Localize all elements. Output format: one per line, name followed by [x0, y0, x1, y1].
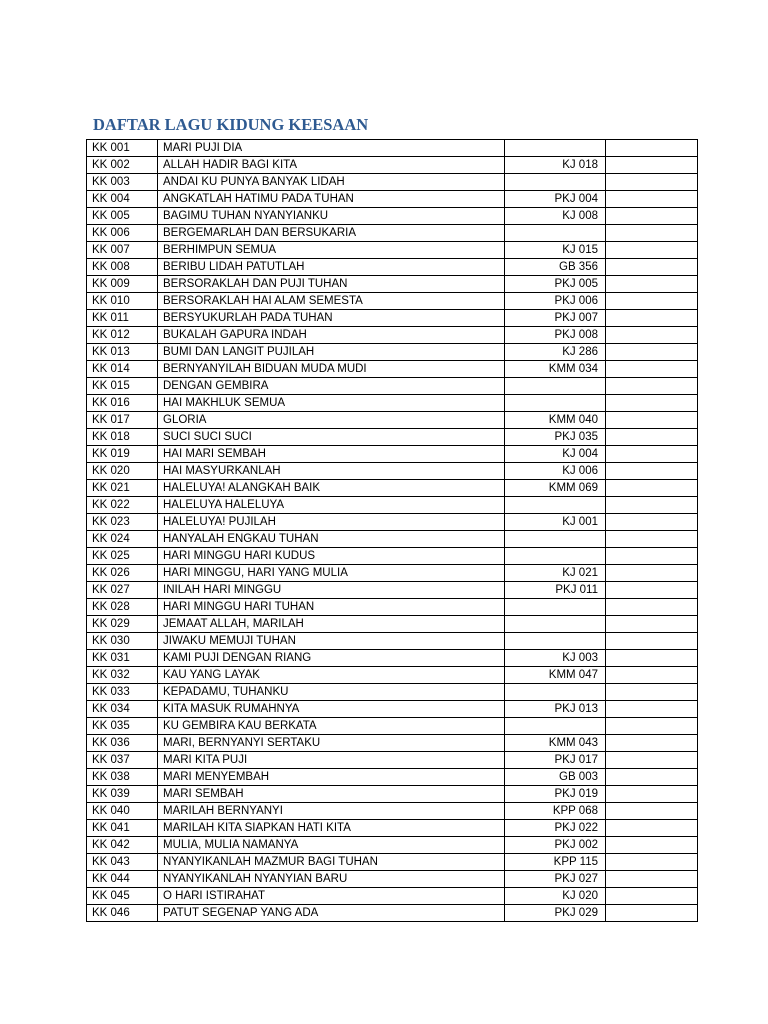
song-code-cell: KK 004: [87, 191, 158, 208]
song-code-cell: KK 045: [87, 888, 158, 905]
empty-cell: [606, 531, 698, 548]
song-code-cell: KK 033: [87, 684, 158, 701]
song-title-cell: MARILAH KITA SIAPKAN HATI KITA: [158, 820, 505, 837]
song-code-cell: KK 036: [87, 735, 158, 752]
song-title-cell: BERSORAKLAH DAN PUJI TUHAN: [158, 276, 505, 293]
song-title-cell: ANDAI KU PUNYA BANYAK LIDAH: [158, 174, 505, 191]
empty-cell: [606, 752, 698, 769]
song-title-cell: MARI, BERNYANYI SERTAKU: [158, 735, 505, 752]
song-reference-cell: PKJ 022: [505, 820, 606, 837]
song-title-cell: O HARI ISTIRAHAT: [158, 888, 505, 905]
table-row: [87, 548, 698, 565]
song-code-cell: KK 035: [87, 718, 158, 735]
empty-cell: [606, 803, 698, 820]
song-reference-cell: [505, 140, 606, 157]
song-reference-cell: KMM 047: [505, 667, 606, 684]
song-reference-cell: PKJ 011: [505, 582, 606, 599]
table-row: [87, 633, 698, 650]
song-title-cell: BERGEMARLAH DAN BERSUKARIA: [158, 225, 505, 242]
song-reference-cell: [505, 599, 606, 616]
table-row: [87, 888, 698, 905]
table-row: [87, 429, 698, 446]
song-reference-cell: PKJ 004: [505, 191, 606, 208]
song-title-cell: GLORIA: [158, 412, 505, 429]
song-reference-cell: KPP 068: [505, 803, 606, 820]
song-code-cell: KK 011: [87, 310, 158, 327]
song-code-cell: KK 014: [87, 361, 158, 378]
song-reference-cell: KMM 040: [505, 412, 606, 429]
song-reference-cell: [505, 531, 606, 548]
song-reference-cell: PKJ 006: [505, 293, 606, 310]
song-code-cell: KK 021: [87, 480, 158, 497]
song-reference-cell: [505, 616, 606, 633]
table-row: [87, 837, 698, 854]
song-reference-cell: KMM 034: [505, 361, 606, 378]
empty-cell: [606, 633, 698, 650]
song-reference-cell: KJ 006: [505, 463, 606, 480]
song-title-cell: KEPADAMU, TUHANKU: [158, 684, 505, 701]
table-row: [87, 259, 698, 276]
empty-cell: [606, 293, 698, 310]
song-code-cell: KK 029: [87, 616, 158, 633]
empty-cell: [606, 361, 698, 378]
table-row: [87, 344, 698, 361]
table-row: [87, 820, 698, 837]
empty-cell: [606, 140, 698, 157]
song-code-cell: KK 028: [87, 599, 158, 616]
song-title-cell: JIWAKU MEMUJI TUHAN: [158, 633, 505, 650]
empty-cell: [606, 514, 698, 531]
song-reference-cell: KJ 001: [505, 514, 606, 531]
table-row: [87, 769, 698, 786]
song-code-cell: KK 043: [87, 854, 158, 871]
empty-cell: [606, 718, 698, 735]
song-reference-cell: KJ 008: [505, 208, 606, 225]
song-reference-cell: GB 003: [505, 769, 606, 786]
table-row: [87, 463, 698, 480]
song-code-cell: KK 023: [87, 514, 158, 531]
song-reference-cell: PKJ 035: [505, 429, 606, 446]
song-code-cell: KK 007: [87, 242, 158, 259]
song-title-cell: HALELUYA HALELUYA: [158, 497, 505, 514]
song-code-cell: KK 038: [87, 769, 158, 786]
song-title-cell: HAI MARI SEMBAH: [158, 446, 505, 463]
table-row: [87, 582, 698, 599]
document-title: DAFTAR LAGU KIDUNG KEESAAN: [93, 115, 369, 134]
song-reference-cell: KJ 018: [505, 157, 606, 174]
song-code-cell: KK 009: [87, 276, 158, 293]
song-reference-cell: KMM 069: [505, 480, 606, 497]
table-row: [87, 701, 698, 718]
song-title-cell: BERSYUKURLAH PADA TUHAN: [158, 310, 505, 327]
song-code-cell: KK 001: [87, 140, 158, 157]
empty-cell: [606, 208, 698, 225]
table-row: [87, 174, 698, 191]
song-code-cell: KK 015: [87, 378, 158, 395]
song-reference-cell: KJ 015: [505, 242, 606, 259]
song-reference-cell: KJ 004: [505, 446, 606, 463]
song-reference-cell: [505, 633, 606, 650]
table-row: [87, 905, 698, 922]
table-row: [87, 140, 698, 157]
table-row: [87, 327, 698, 344]
empty-cell: [606, 854, 698, 871]
empty-cell: [606, 701, 698, 718]
song-code-cell: KK 008: [87, 259, 158, 276]
table-row: [87, 497, 698, 514]
empty-cell: [606, 242, 698, 259]
table-row: [87, 208, 698, 225]
song-title-cell: MARI SEMBAH: [158, 786, 505, 803]
empty-cell: [606, 344, 698, 361]
empty-cell: [606, 786, 698, 803]
song-reference-cell: KJ 003: [505, 650, 606, 667]
song-title-cell: HARI MINGGU HARI KUDUS: [158, 548, 505, 565]
song-code-cell: KK 039: [87, 786, 158, 803]
empty-cell: [606, 327, 698, 344]
table-row: [87, 599, 698, 616]
song-title-cell: NYANYIKANLAH NYANYIAN BARU: [158, 871, 505, 888]
empty-cell: [606, 225, 698, 242]
song-code-cell: KK 003: [87, 174, 158, 191]
empty-cell: [606, 871, 698, 888]
song-title-cell: HANYALAH ENGKAU TUHAN: [158, 531, 505, 548]
song-code-cell: KK 020: [87, 463, 158, 480]
song-title-cell: BERHIMPUN SEMUA: [158, 242, 505, 259]
song-code-cell: KK 032: [87, 667, 158, 684]
song-list-table: [86, 139, 698, 922]
song-code-cell: KK 013: [87, 344, 158, 361]
song-title-cell: JEMAAT ALLAH, MARILAH: [158, 616, 505, 633]
song-title-cell: HARI MINGGU HARI TUHAN: [158, 599, 505, 616]
song-title-cell: HARI MINGGU, HARI YANG MULIA: [158, 565, 505, 582]
table-row: [87, 446, 698, 463]
song-code-cell: KK 042: [87, 837, 158, 854]
song-reference-cell: KMM 043: [505, 735, 606, 752]
song-list-body: [87, 140, 698, 922]
song-title-cell: HALELUYA! ALANGKAH BAIK: [158, 480, 505, 497]
table-row: [87, 854, 698, 871]
song-code-cell: KK 017: [87, 412, 158, 429]
table-row: [87, 752, 698, 769]
empty-cell: [606, 191, 698, 208]
song-title-cell: HALELUYA! PUJILAH: [158, 514, 505, 531]
table-row: [87, 565, 698, 582]
song-reference-cell: KJ 286: [505, 344, 606, 361]
empty-cell: [606, 395, 698, 412]
empty-cell: [606, 276, 698, 293]
empty-cell: [606, 837, 698, 854]
song-reference-cell: [505, 378, 606, 395]
song-reference-cell: PKJ 019: [505, 786, 606, 803]
table-row: [87, 225, 698, 242]
table-row: [87, 531, 698, 548]
song-title-cell: SUCI SUCI SUCI: [158, 429, 505, 446]
song-reference-cell: [505, 225, 606, 242]
song-title-cell: BUMI DAN LANGIT PUJILAH: [158, 344, 505, 361]
song-title-cell: KAMI PUJI DENGAN RIANG: [158, 650, 505, 667]
table-row: [87, 276, 698, 293]
song-reference-cell: [505, 395, 606, 412]
song-title-cell: KU GEMBIRA KAU BERKATA: [158, 718, 505, 735]
song-title-cell: HAI MAKHLUK SEMUA: [158, 395, 505, 412]
song-code-cell: KK 030: [87, 633, 158, 650]
song-code-cell: KK 026: [87, 565, 158, 582]
song-title-cell: MARI MENYEMBAH: [158, 769, 505, 786]
song-code-cell: KK 010: [87, 293, 158, 310]
empty-cell: [606, 310, 698, 327]
table-row: [87, 361, 698, 378]
song-code-cell: KK 034: [87, 701, 158, 718]
song-title-cell: MARI PUJI DIA: [158, 140, 505, 157]
empty-cell: [606, 157, 698, 174]
song-reference-cell: PKJ 007: [505, 310, 606, 327]
song-reference-cell: [505, 718, 606, 735]
song-title-cell: BUKALAH GAPURA INDAH: [158, 327, 505, 344]
song-title-cell: ALLAH HADIR BAGI KITA: [158, 157, 505, 174]
empty-cell: [606, 480, 698, 497]
song-title-cell: HAI MASYURKANLAH: [158, 463, 505, 480]
empty-cell: [606, 548, 698, 565]
table-row: [87, 480, 698, 497]
song-reference-cell: [505, 548, 606, 565]
song-reference-cell: [505, 684, 606, 701]
song-reference-cell: GB 356: [505, 259, 606, 276]
song-code-cell: KK 019: [87, 446, 158, 463]
table-row: [87, 684, 698, 701]
song-title-cell: ANGKATLAH HATIMU PADA TUHAN: [158, 191, 505, 208]
song-reference-cell: PKJ 005: [505, 276, 606, 293]
empty-cell: [606, 378, 698, 395]
empty-cell: [606, 463, 698, 480]
song-reference-cell: PKJ 008: [505, 327, 606, 344]
empty-cell: [606, 888, 698, 905]
song-code-cell: KK 024: [87, 531, 158, 548]
song-reference-cell: PKJ 013: [505, 701, 606, 718]
song-title-cell: BERSORAKLAH HAI ALAM SEMESTA: [158, 293, 505, 310]
empty-cell: [606, 667, 698, 684]
song-code-cell: KK 018: [87, 429, 158, 446]
song-code-cell: KK 012: [87, 327, 158, 344]
song-title-cell: KITA MASUK RUMAHNYA: [158, 701, 505, 718]
table-row: [87, 650, 698, 667]
song-title-cell: INILAH HARI MINGGU: [158, 582, 505, 599]
song-title-cell: MARI KITA PUJI: [158, 752, 505, 769]
table-row: [87, 412, 698, 429]
table-row: [87, 242, 698, 259]
song-code-cell: KK 022: [87, 497, 158, 514]
song-title-cell: KAU YANG LAYAK: [158, 667, 505, 684]
empty-cell: [606, 616, 698, 633]
table-row: [87, 786, 698, 803]
song-code-cell: KK 037: [87, 752, 158, 769]
song-reference-cell: PKJ 027: [505, 871, 606, 888]
table-row: [87, 803, 698, 820]
empty-cell: [606, 599, 698, 616]
song-code-cell: KK 041: [87, 820, 158, 837]
empty-cell: [606, 174, 698, 191]
table-row: [87, 514, 698, 531]
empty-cell: [606, 497, 698, 514]
table-row: [87, 310, 698, 327]
song-code-cell: KK 044: [87, 871, 158, 888]
song-code-cell: KK 027: [87, 582, 158, 599]
song-title-cell: MULIA, MULIA NAMANYA: [158, 837, 505, 854]
song-reference-cell: [505, 497, 606, 514]
table-row: [87, 871, 698, 888]
table-row: [87, 395, 698, 412]
table-row: [87, 667, 698, 684]
song-reference-cell: PKJ 002: [505, 837, 606, 854]
song-reference-cell: KJ 020: [505, 888, 606, 905]
song-reference-cell: KJ 021: [505, 565, 606, 582]
empty-cell: [606, 582, 698, 599]
empty-cell: [606, 820, 698, 837]
song-reference-cell: [505, 174, 606, 191]
empty-cell: [606, 446, 698, 463]
empty-cell: [606, 429, 698, 446]
song-title-cell: BERNYANYILAH BIDUAN MUDA MUDI: [158, 361, 505, 378]
table-row: [87, 157, 698, 174]
empty-cell: [606, 565, 698, 582]
song-code-cell: KK 031: [87, 650, 158, 667]
song-code-cell: KK 006: [87, 225, 158, 242]
table-row: [87, 616, 698, 633]
table-row: [87, 718, 698, 735]
song-title-cell: DENGAN GEMBIRA: [158, 378, 505, 395]
song-title-cell: BERIBU LIDAH PATUTLAH: [158, 259, 505, 276]
song-code-cell: KK 002: [87, 157, 158, 174]
song-reference-cell: PKJ 017: [505, 752, 606, 769]
empty-cell: [606, 735, 698, 752]
song-title-cell: PATUT SEGENAP YANG ADA: [158, 905, 505, 922]
empty-cell: [606, 905, 698, 922]
song-code-cell: KK 005: [87, 208, 158, 225]
song-code-cell: KK 040: [87, 803, 158, 820]
song-title-cell: BAGIMU TUHAN NYANYIANKU: [158, 208, 505, 225]
table-row: [87, 735, 698, 752]
song-code-cell: KK 016: [87, 395, 158, 412]
song-reference-cell: KPP 115: [505, 854, 606, 871]
song-code-cell: KK 025: [87, 548, 158, 565]
empty-cell: [606, 769, 698, 786]
empty-cell: [606, 650, 698, 667]
empty-cell: [606, 412, 698, 429]
song-title-cell: NYANYIKANLAH MAZMUR BAGI TUHAN: [158, 854, 505, 871]
song-title-cell: MARILAH BERNYANYI: [158, 803, 505, 820]
song-reference-cell: PKJ 029: [505, 905, 606, 922]
empty-cell: [606, 684, 698, 701]
table-row: [87, 378, 698, 395]
song-code-cell: KK 046: [87, 905, 158, 922]
empty-cell: [606, 259, 698, 276]
table-row: [87, 293, 698, 310]
table-row: [87, 191, 698, 208]
